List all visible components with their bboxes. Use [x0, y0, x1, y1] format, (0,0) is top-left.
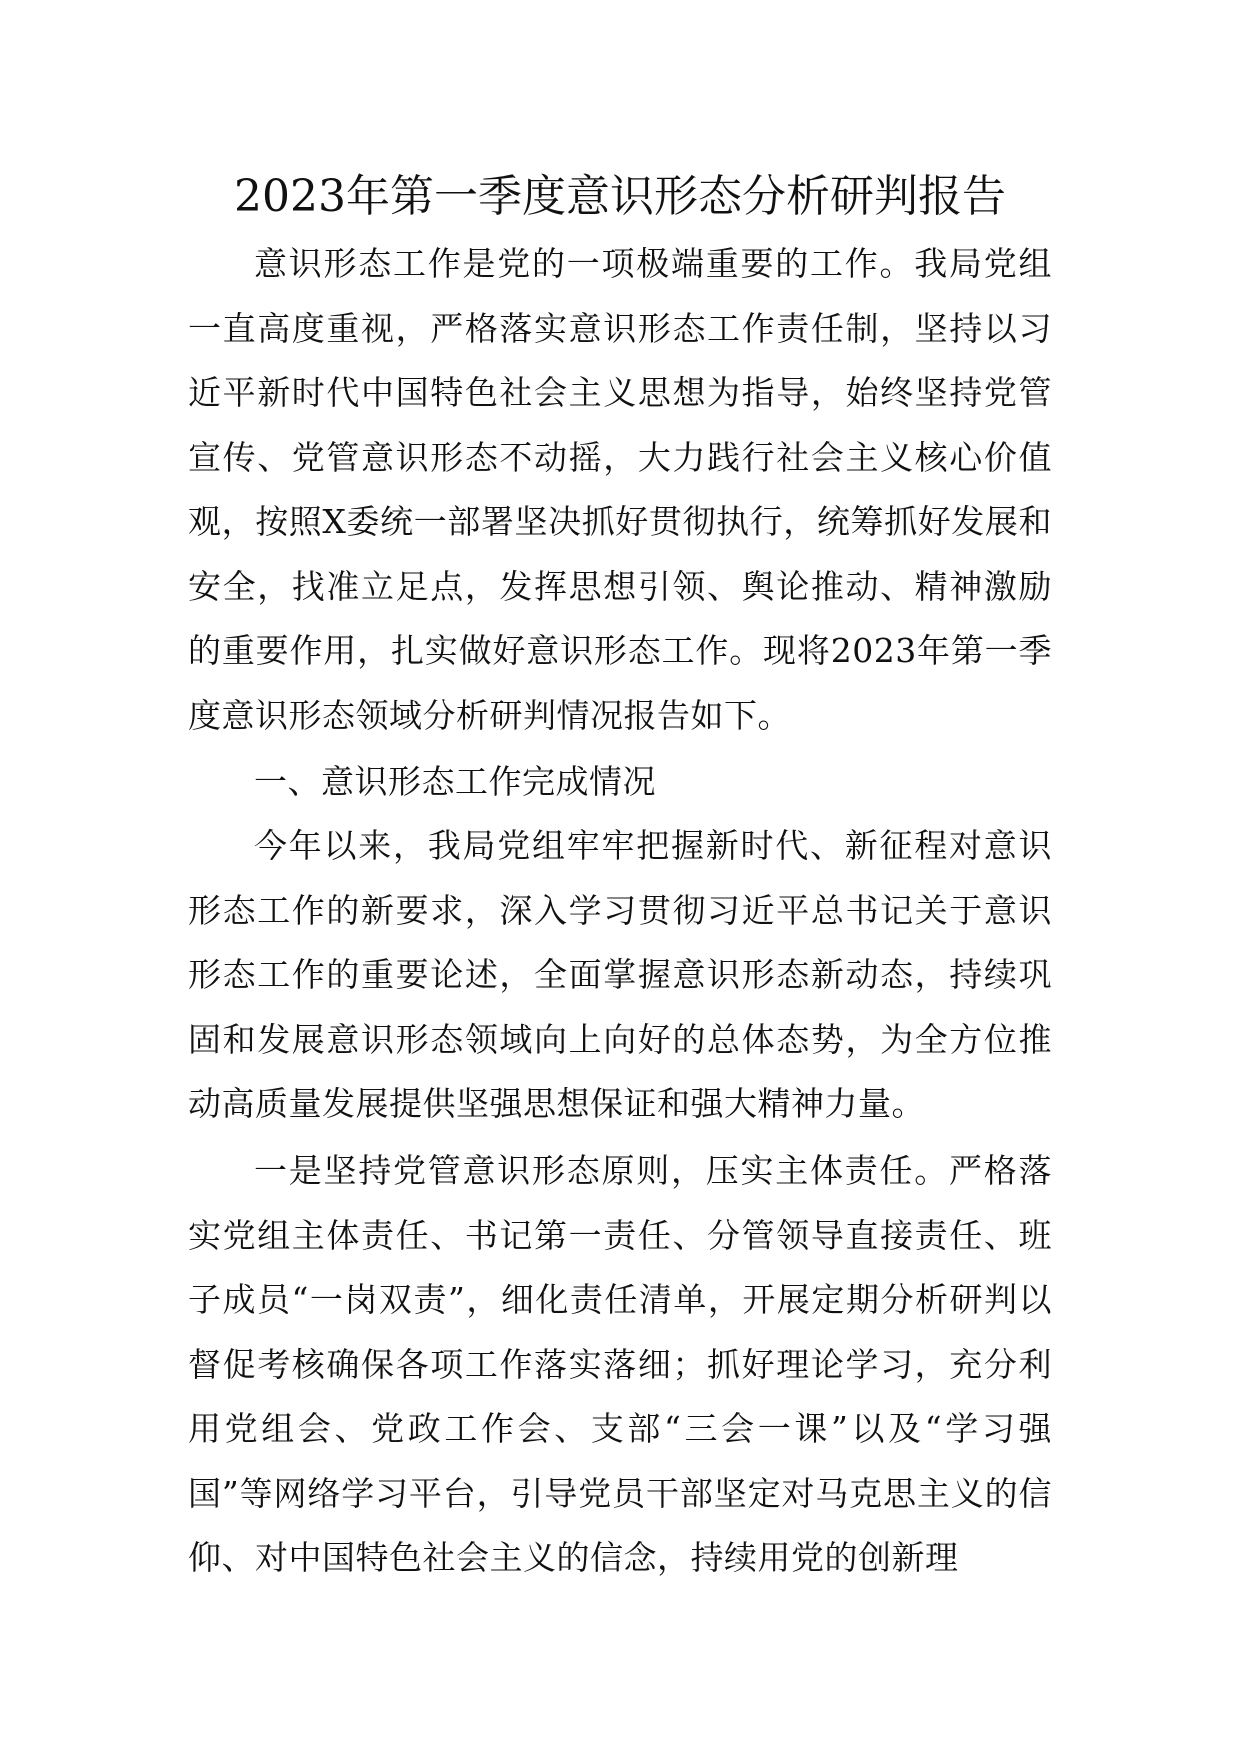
document-title: 2023年第一季度意识形态分析研判报告 [234, 171, 1006, 222]
section-heading-block [188, 750, 1052, 815]
point-paragraph-block [188, 1139, 1052, 1591]
point-paragraph: 一是坚持党管意识形态原则，压实主体责任。严格落实党组主体责任、书记第一责任、分管领导直接责任、班子成员“一岗双责”，细化责任清单，开展定期分析研判以督促考核确保各项工作落实落细；抓好理论学习，充分利用党组会、党政工作会、支部“三会一课”以及“学习强国”等网络学习平台，引导党员干部坚定对马克思主义的信仰、对中国特色社会主义的信念，持续用党的创新理 [188, 1151, 1052, 1577]
section-intro-paragraph: 今年以来，我局党组牢牢把握新时代、新征程对意识形态工作的新要求，深入学习贯彻习近平总书记关于意识形态工作的重要论述，全面掌握意识形态新动态，持续巩固和发展意识形态领域向上向好的总体态势，为全方位推动高质量发展提供坚强思想保证和强大精神力量。 [188, 826, 1052, 1123]
section-intro-paragraph-block [188, 814, 1052, 1137]
intro-paragraph-block [188, 232, 1052, 748]
section-heading: 一、意识形态工作完成情况 [254, 762, 656, 801]
intro-paragraph: 意识形态工作是党的一项极端重要的工作。我局党组一直高度重视，严格落实意识形态工作责任制，坚持以习近平新时代中国特色社会主义思想为指导，始终坚持党管宣传、党管意识形态不动摇，大力践行社会主义核心价值观，按照X委统一部署坚决抓好贯彻执行，统筹抓好发展和安全，找准立足点，发挥思想引领、舆论推动、精神激励的重要作用，扎实做好意识形态工作。现将2023年第一季度意识形态领域分析研判情况报告如下。 [188, 244, 1052, 735]
